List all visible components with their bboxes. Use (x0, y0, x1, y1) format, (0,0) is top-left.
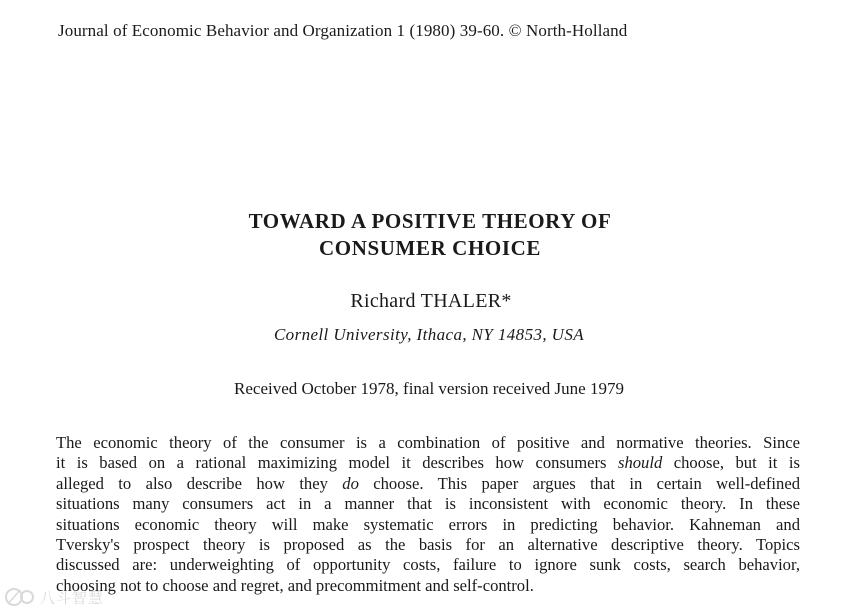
watermark (4, 586, 124, 608)
abstract-line (56, 515, 800, 535)
abstract-text: choosing not to choose and regret, and precommitment and self-control. (56, 575, 534, 595)
abstract-text: it is based on a rational maximizing model it describes how consumers (56, 453, 618, 473)
abstract (56, 433, 800, 596)
abstract-text: situations many consumers act in a manner that is inconsistent with economic theory. In these (56, 494, 800, 514)
received-dates: Received October 1978, final version received June 1979 (234, 379, 624, 398)
watermark-text: 八斗智慧 (40, 589, 105, 607)
abstract-text: Tversky's prospect theory is proposed as the basis for an alternative descriptive theory. Topics (56, 534, 800, 554)
abstract-emphasis: do (342, 473, 359, 493)
abstract-line (56, 535, 800, 555)
watermark-logo-icon (4, 586, 38, 608)
journal-citation: Journal of Economic Behavior and Organization 1 (1980) 39-60. © North-Holland (58, 21, 628, 40)
abstract-line (56, 453, 800, 473)
abstract-line (56, 555, 800, 575)
abstract-line (56, 576, 800, 596)
abstract-text: discussed are: underweighting of opportunity costs, failure to ignore sunk costs, search behavior, (56, 555, 800, 575)
article-title-line-1: TOWARD A POSITIVE THEORY OF (248, 209, 612, 233)
article-title-line-2: CONSUMER CHOICE (319, 236, 541, 260)
abstract-line (56, 433, 800, 453)
abstract-text: choose. This paper argues that in certain well-defined (358, 473, 800, 493)
abstract-emphasis: should (617, 453, 663, 473)
author-affiliation: Cornell University, Ithaca, NY 14853, USA (273, 325, 585, 344)
abstract-text: The economic theory of the consumer is a combination of positive and normative theories. Since (56, 433, 800, 452)
abstract-text: choose, but it is (662, 453, 800, 473)
abstract-text: alleged to also describe how they (56, 473, 343, 493)
abstract-text: situations economic theory will make systematic errors in predicting behavior. Kahneman and (56, 514, 800, 534)
author-name: Richard THALER* (350, 290, 512, 312)
abstract-line (56, 474, 800, 494)
abstract-line (56, 494, 800, 514)
